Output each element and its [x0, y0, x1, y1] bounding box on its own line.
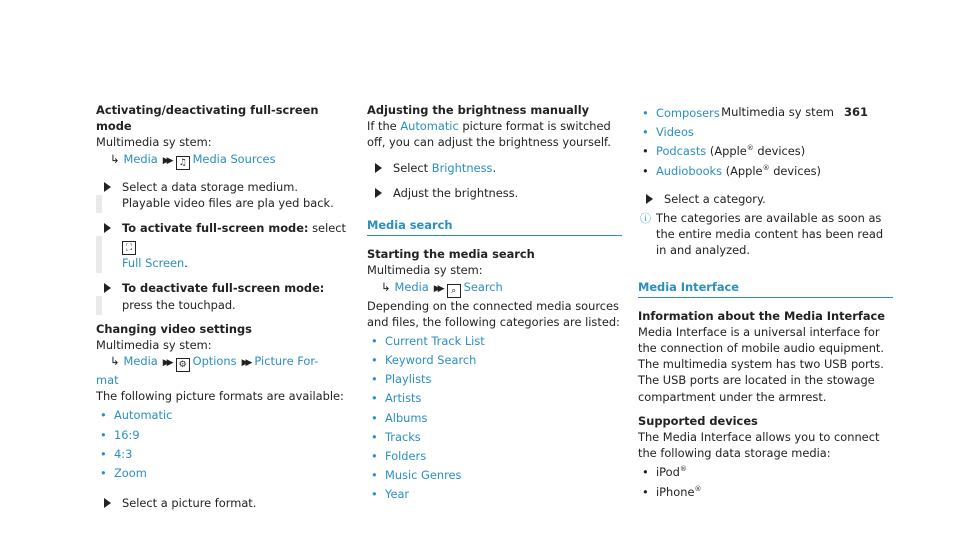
chevron-icon: ▶▶	[433, 283, 442, 294]
section-media-interface: Media Interface	[638, 279, 893, 298]
format-item[interactable]: • Zoom	[96, 465, 346, 481]
category-item[interactable]: • Year	[367, 486, 622, 502]
step-adjust: Adjust the brightness.	[367, 185, 622, 201]
media-sources-icon: ♫	[176, 156, 190, 170]
category-item[interactable]: • Keyword Search	[367, 352, 622, 368]
category-item[interactable]: • Videos	[638, 124, 893, 140]
format-item[interactable]: • 16:9	[96, 427, 346, 443]
heading-brightness: Adjusting the brightness manually	[367, 103, 590, 117]
gear-icon: ⚙	[176, 358, 190, 372]
chevron-icon: ▶▶	[162, 155, 171, 166]
nav-path-1	[96, 151, 346, 170]
step-select-medium: Select a data storage medium. Playable video files are pla yed back.	[96, 179, 346, 211]
nav-path-3: ↳ Media ▶▶ ⌕ Search	[381, 279, 503, 296]
step-select-brightness: Select Brightness.	[367, 160, 622, 176]
step-select-category: Select a category.	[638, 191, 893, 207]
category-item[interactable]: • Folders	[367, 448, 622, 464]
device-item: • iPod®	[638, 464, 893, 480]
return-arrow-icon: ↳	[381, 279, 391, 294]
format-item[interactable]: • Automatic	[96, 407, 346, 423]
chevron-icon: ▶▶	[241, 358, 250, 369]
chevron-icon: ▶▶	[162, 358, 171, 369]
return-arrow-icon: ↳	[110, 354, 120, 369]
return-arrow-icon: ↳	[110, 151, 120, 166]
category-item[interactable]: • Playlists	[367, 371, 622, 387]
search-icon: ⌕	[447, 284, 461, 298]
fullscreen-icon: ⛶	[122, 241, 136, 255]
page-number: 361	[843, 105, 868, 119]
header-section: Multimedia sy stem	[721, 105, 834, 119]
column-3: • Composers • Videos • Podcasts (Apple® devices) • Audiobooks (Apple® devices) Select a category. ⓘ The categories are available as soon as the entire media content has been read in and analyzed. Media Interface Information about the Media Interface Media Interface is a universal interface for the connection of mobile audio equipment. The multimedia system has two USB ports. The USB ports are located in the stowage compartment under the armrest. Supported devices The Media Interface allows you to connect the following data storage media: • iPod® • iPhone®	[638, 102, 893, 500]
category-item: • Podcasts (Apple® devices)	[638, 143, 893, 159]
nav-path-2: ↳ Media ▶▶ ⚙ Options ▶▶ Picture For-	[110, 354, 319, 371]
link-media[interactable]: Media	[123, 151, 158, 166]
category-item[interactable]: • Albums	[367, 410, 622, 426]
category-item[interactable]: • Tracks	[367, 429, 622, 445]
category-item[interactable]: • Current Track List	[367, 333, 622, 349]
column-2: Adjusting the brightness manually If the Automatic picture format is switched off, you can adjust the brightness yourself. Select Brightness. Adjust the brightness. Media search Starting the media search Multimedia sy stem: ↳ Media ▶▶ ⌕ Search Depending on the connected media sources and files, the following categories are listed: • Current Track List • Keyword Search • Playlists • Artists • Albums • Tracks • Folders • Music Genres • Year	[367, 102, 622, 503]
section-media-search: Media search	[367, 217, 622, 236]
category-item: • Audiobooks (Apple® devices)	[638, 163, 893, 179]
heading-video-settings: Changing video settings	[96, 321, 252, 336]
link-media-sources[interactable]: Media Sources	[192, 151, 276, 166]
category-item[interactable]: • Artists	[367, 390, 622, 406]
step-select-format: Select a picture format.	[96, 495, 346, 511]
link-full-screen[interactable]: Full Screen	[122, 256, 185, 271]
category-item[interactable]: • Music Genres	[367, 467, 622, 483]
column-1: Activating/deactivating full-screen mode Multimedia sy stem: ↳ Media ▶▶ ♫ Media Sources Select a data storage medium. Playable video files are pla yed back. To activate full-screen mode: select ⛶ Full Screen. To deactivate full-screen mode: press the touchpad. Changing video settings Multimedia sy stem: ↳ Media ▶▶ ⚙ Options ▶▶ Picture For- mat The following picture formats are available: • Automatic • 16:9 • 4:3 • Zoom Select a picture format.	[96, 102, 346, 511]
info-icon: ⓘ	[640, 211, 651, 225]
category-item[interactable]: • Composers	[638, 105, 893, 121]
heading-fullscreen: Activating/deactivating full-screen mode	[96, 103, 319, 134]
ms-label: Multimedia sy stem:	[96, 135, 212, 150]
info-note: ⓘ The categories are available as soon as the entire media content has been read in and analyzed.	[640, 210, 884, 258]
format-item[interactable]: • 4:3	[96, 446, 346, 462]
step-activate: To activate full-screen mode: select ⛶ Full Screen.	[96, 220, 346, 271]
step-deactivate: To deactivate full-screen mode: press the touchpad.	[96, 280, 346, 312]
device-item: • iPhone®	[638, 484, 893, 500]
